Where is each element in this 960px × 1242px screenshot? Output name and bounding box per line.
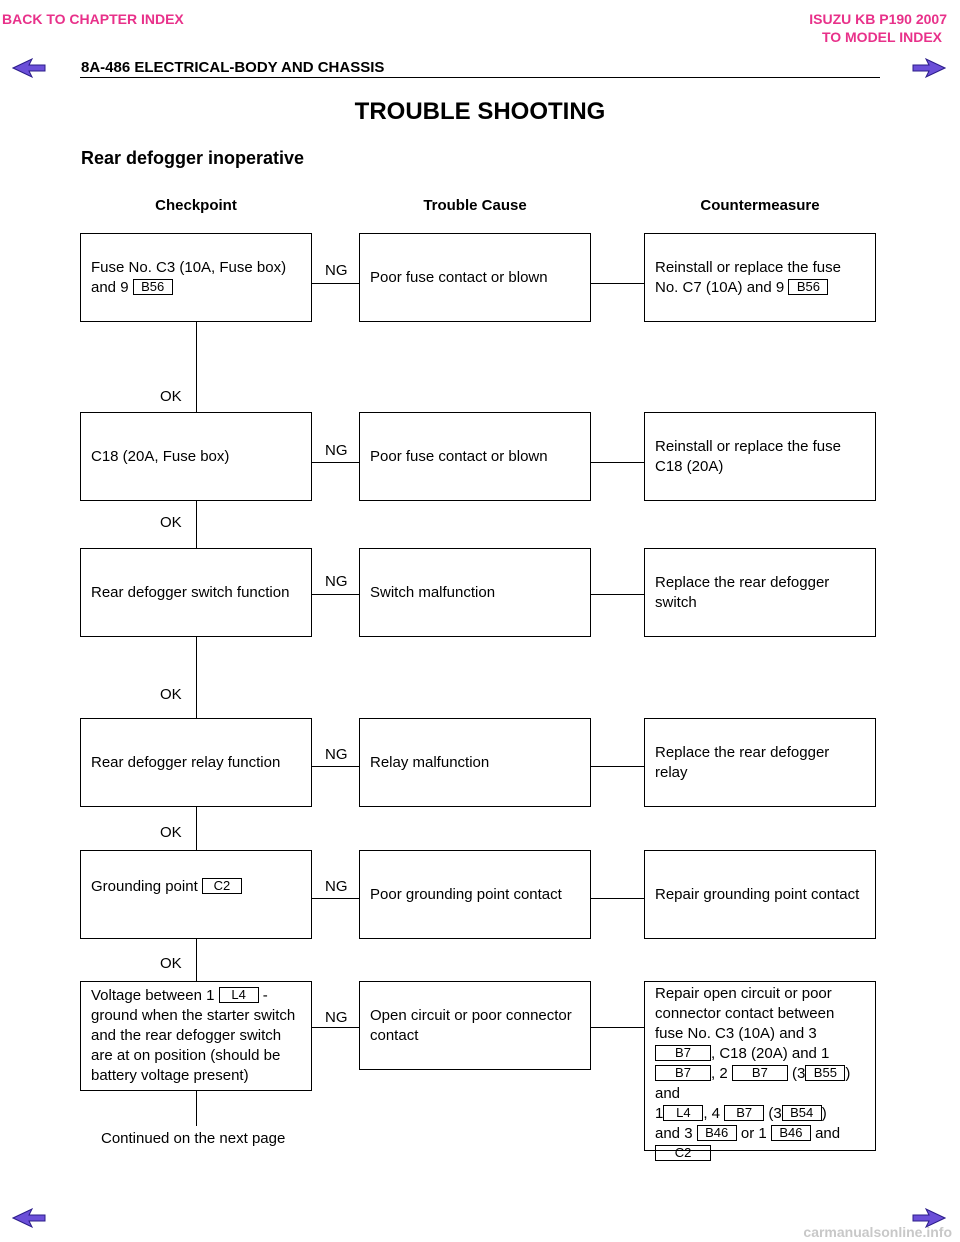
cause-box bbox=[359, 718, 591, 807]
watermark-text: carmanualsonline.info bbox=[803, 1224, 952, 1240]
checkpoint-box bbox=[80, 850, 312, 939]
cause-text: Poor grounding point contact bbox=[370, 885, 562, 903]
connector-tag[interactable]: B46 bbox=[697, 1125, 737, 1141]
cause-box bbox=[359, 981, 591, 1070]
connector-tag[interactable]: B55 bbox=[805, 1065, 845, 1081]
checkpoint-text: battery voltage present) bbox=[91, 1067, 249, 1084]
countermeasure-box bbox=[644, 718, 876, 807]
ng-connector-line bbox=[312, 1027, 359, 1028]
cause-text: Relay malfunction bbox=[370, 753, 490, 771]
cause-text: contact bbox=[370, 1026, 419, 1044]
cause-connector-line bbox=[591, 898, 644, 899]
checkpoint-box bbox=[80, 718, 312, 807]
ng-connector-line bbox=[312, 898, 359, 899]
cause-box bbox=[359, 850, 591, 939]
connector-tag[interactable]: B7 bbox=[732, 1065, 788, 1081]
connector-tag[interactable]: B7 bbox=[655, 1065, 711, 1081]
countermeasure-text-part: and bbox=[815, 1125, 841, 1142]
back-to-chapter-link[interactable]: BACK TO CHAPTER INDEX bbox=[2, 11, 184, 27]
checkpoint-text: Rear defogger relay function bbox=[91, 753, 281, 771]
column-header-cause: Trouble Cause bbox=[423, 197, 527, 214]
ok-label: OK bbox=[160, 514, 182, 531]
connector-tag[interactable]: B46 bbox=[771, 1125, 811, 1141]
cause-text: Poor fuse contact or blown bbox=[370, 447, 548, 465]
ok-label: OK bbox=[160, 824, 182, 841]
countermeasure-box bbox=[644, 412, 876, 501]
countermeasure-box bbox=[644, 233, 876, 322]
countermeasure-text: Reinstall or replace the fuse bbox=[655, 437, 841, 455]
ng-label: NG bbox=[325, 1009, 348, 1026]
cause-box bbox=[359, 548, 591, 637]
ng-connector-line bbox=[312, 766, 359, 767]
checkpoint-text: Fuse No. C3 (10A, Fuse box) bbox=[91, 258, 287, 276]
connector-tag[interactable]: B56 bbox=[133, 279, 173, 295]
ok-flow-line bbox=[196, 939, 197, 981]
prev-page-arrow-icon[interactable] bbox=[12, 58, 46, 78]
checkpoint-text: Rear defogger switch function bbox=[91, 583, 290, 601]
connector-tag[interactable]: B54 bbox=[782, 1105, 822, 1121]
countermeasure-text-part: , 2 bbox=[711, 1065, 728, 1082]
cause-connector-line bbox=[591, 283, 644, 284]
countermeasure-text-part: ) and bbox=[655, 1065, 851, 1102]
checkpoint-text: and 9 bbox=[91, 278, 129, 296]
countermeasure-text: Reinstall or replace the fuse bbox=[655, 258, 841, 276]
header-rule bbox=[80, 77, 880, 78]
countermeasure-text-part: (3 bbox=[768, 1105, 782, 1122]
checkpoint-box bbox=[80, 233, 312, 322]
countermeasure-text-part: and 3 bbox=[655, 1125, 693, 1142]
checkpoint-text: and the rear defogger switch bbox=[91, 1027, 282, 1044]
continued-note: Continued on the next page bbox=[101, 1130, 286, 1147]
countermeasure-text bbox=[655, 1124, 865, 1144]
ok-label: OK bbox=[160, 388, 182, 405]
countermeasure-text: Repair open circuit or poor bbox=[655, 985, 832, 1002]
countermeasure-text-part: , C18 (20A) and 1 bbox=[711, 1045, 830, 1062]
countermeasure-text: No. C7 (10A) and 9 bbox=[655, 278, 785, 296]
countermeasure-text-part: ) bbox=[821, 1105, 827, 1122]
section-header: 8A-486 ELECTRICAL-BODY AND CHASSIS bbox=[81, 59, 385, 76]
ng-label: NG bbox=[325, 573, 348, 590]
cause-connector-line bbox=[591, 462, 644, 463]
countermeasure-text-part: 1 bbox=[655, 1105, 664, 1122]
checkpoint-text: C18 (20A, Fuse box) bbox=[91, 447, 230, 465]
cause-connector-line bbox=[591, 594, 644, 595]
checkpoint-text: are at on position (should be bbox=[91, 1047, 281, 1064]
countermeasure-text: fuse No. C3 (10A) and 3 bbox=[655, 1025, 817, 1042]
column-header-countermeasure: Countermeasure bbox=[700, 197, 820, 214]
checkpoint-text: ground when the starter switch bbox=[91, 1007, 296, 1024]
checkpoint-text bbox=[91, 986, 295, 1006]
countermeasure-text: switch bbox=[655, 593, 697, 611]
connector-tag[interactable]: L4 bbox=[219, 987, 259, 1003]
connector-tag[interactable]: L4 bbox=[663, 1105, 703, 1121]
model-title-link[interactable]: ISUZU KB P190 2007 bbox=[809, 11, 947, 27]
continue-flow-line bbox=[196, 1091, 197, 1126]
ng-connector-line bbox=[312, 462, 359, 463]
ng-label: NG bbox=[325, 878, 348, 895]
cause-text: Poor fuse contact or blown bbox=[370, 268, 548, 286]
connector-tag[interactable]: B7 bbox=[724, 1105, 764, 1121]
countermeasure-text: connector contact between bbox=[655, 1005, 835, 1022]
countermeasure-text: Repair grounding point contact bbox=[655, 885, 860, 903]
page-title: TROUBLE SHOOTING bbox=[354, 98, 606, 125]
countermeasure-text-part: or 1 bbox=[740, 1125, 767, 1142]
cause-text: Switch malfunction bbox=[370, 583, 496, 601]
ok-flow-line bbox=[196, 501, 197, 548]
countermeasure-text bbox=[655, 1044, 865, 1064]
cause-box bbox=[359, 233, 591, 322]
checkpoint-box bbox=[80, 412, 312, 501]
countermeasure-text: relay bbox=[655, 763, 688, 781]
connector-tag[interactable]: C2 bbox=[202, 878, 242, 894]
ok-label: OK bbox=[160, 686, 182, 703]
countermeasure-text-part: , 4 bbox=[703, 1105, 721, 1122]
connector-tag[interactable]: B56 bbox=[788, 279, 828, 295]
column-header-checkpoint: Checkpoint bbox=[155, 197, 237, 214]
ok-flow-line bbox=[196, 637, 197, 718]
countermeasure-text bbox=[655, 1144, 865, 1164]
ng-label: NG bbox=[325, 442, 348, 459]
connector-tag[interactable]: C2 bbox=[655, 1145, 711, 1161]
countermeasure-box bbox=[644, 548, 876, 637]
checkpoint-text-part: - bbox=[262, 987, 268, 1004]
ok-flow-line bbox=[196, 807, 197, 850]
checkpoint-box bbox=[80, 981, 312, 1091]
prev-page-arrow-icon[interactable] bbox=[12, 1208, 46, 1228]
connector-tag[interactable]: B7 bbox=[655, 1045, 711, 1061]
checkpoint-box bbox=[80, 548, 312, 637]
cause-connector-line bbox=[591, 766, 644, 767]
subtitle: Rear defogger inoperative bbox=[81, 148, 305, 168]
ok-label: OK bbox=[160, 955, 182, 972]
countermeasure-box bbox=[644, 981, 876, 1160]
ok-flow-line bbox=[196, 322, 197, 412]
cause-box bbox=[359, 412, 591, 501]
cause-text: Open circuit or poor connector bbox=[370, 1006, 572, 1024]
countermeasure-text-part: (3 bbox=[792, 1065, 806, 1082]
countermeasure-text bbox=[655, 1064, 865, 1104]
countermeasure-text: C18 (20A) bbox=[655, 457, 724, 475]
countermeasure-text bbox=[655, 1104, 865, 1124]
checkpoint-text: Grounding point bbox=[91, 878, 198, 895]
next-page-arrow-icon[interactable] bbox=[912, 58, 946, 78]
cause-connector-line bbox=[591, 1027, 644, 1028]
checkpoint-text-part: Voltage between 1 bbox=[91, 987, 215, 1004]
countermeasure-box bbox=[644, 850, 876, 939]
to-model-index-link[interactable]: TO MODEL INDEX bbox=[821, 29, 942, 45]
ng-connector-line bbox=[312, 594, 359, 595]
ng-label: NG bbox=[325, 746, 348, 763]
ng-label: NG bbox=[325, 262, 348, 279]
ng-connector-line bbox=[312, 283, 359, 284]
countermeasure-text: Replace the rear defogger bbox=[655, 743, 830, 761]
countermeasure-text: Replace the rear defogger bbox=[655, 573, 830, 591]
